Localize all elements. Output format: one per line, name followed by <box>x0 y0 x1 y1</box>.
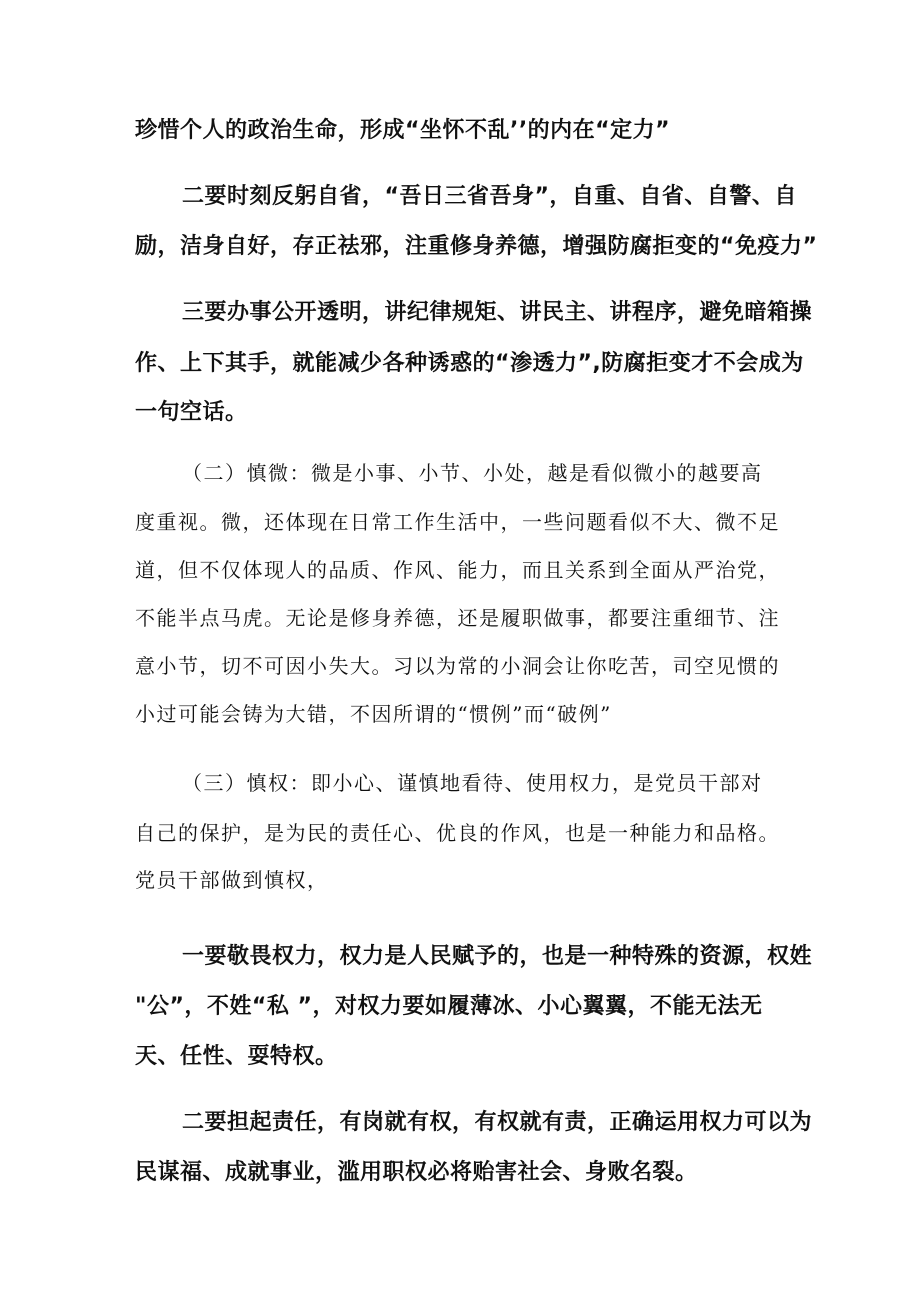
text-line: 一句空话。 <box>135 400 248 425</box>
text-line: 意小节，切不可因小失大。习以为常的小洞会让你吃苦，司空见惯的 <box>135 654 780 678</box>
text-line: 天、任性、耍特权。 <box>135 1044 338 1069</box>
text-line: 励，洁身自好，存正祛邪，注重修身养德，增强防腐拒变的“免疫力” <box>135 234 818 259</box>
text-line: 作、上下其手，就能减少各种诱惑的“渗透力”,防腐拒变才不会成为 <box>135 351 804 376</box>
text-line: （三）慎权：即小心、谨慎地看待、使用权力，是党员干部对 <box>182 771 763 795</box>
text-line: （二）慎微：微是小事、小节、小处，越是看似微小的越要高 <box>182 461 763 485</box>
text-line: 度重视。微，还体现在日常工作生活中，一些问题看似不大、微不足 <box>135 510 780 534</box>
text-line: 自己的保护，是为民的责任心、优良的作风，也是一种能力和品格。 <box>135 821 780 845</box>
text-line: 三要办事公开透明，讲纪律规矩、讲民主、讲程序，避免暗箱操 <box>182 300 813 325</box>
text-line: "公”，不姓“私 ”，对权力要如履薄冰、小心翼翼，不能无法无 <box>135 994 763 1019</box>
text-line: 道，但不仅体现人的品质、作风、能力，而且关系到全面从严治党， <box>135 558 780 582</box>
text-line: 民谋福、成就事业，滥用职权必将贻害社会、身败名裂。 <box>135 1160 698 1185</box>
text-line: 二要担起责任，有岗就有权，有权就有责，正确运用权力可以为 <box>182 1110 813 1135</box>
text-line: 珍惜个人的政治生命，形成“坐怀不乱’’的内在“定力” <box>135 118 671 143</box>
text-line: 一要敬畏权力，权力是人民赋予的，也是一种特殊的资源，权姓 <box>182 944 813 969</box>
text-line: 小过可能会铸为大错，不因所谓的“惯例”而“破例” <box>135 702 612 726</box>
text-line: 不能半点马虎。无论是修身养德，还是履职做事，都要注重细节、注 <box>135 606 780 630</box>
text-line: 党员干部做到慎权， <box>135 868 329 892</box>
text-line: 二要时刻反躬自省，“吾日三省吾身”，自重、自省、自警、自 <box>182 184 797 209</box>
